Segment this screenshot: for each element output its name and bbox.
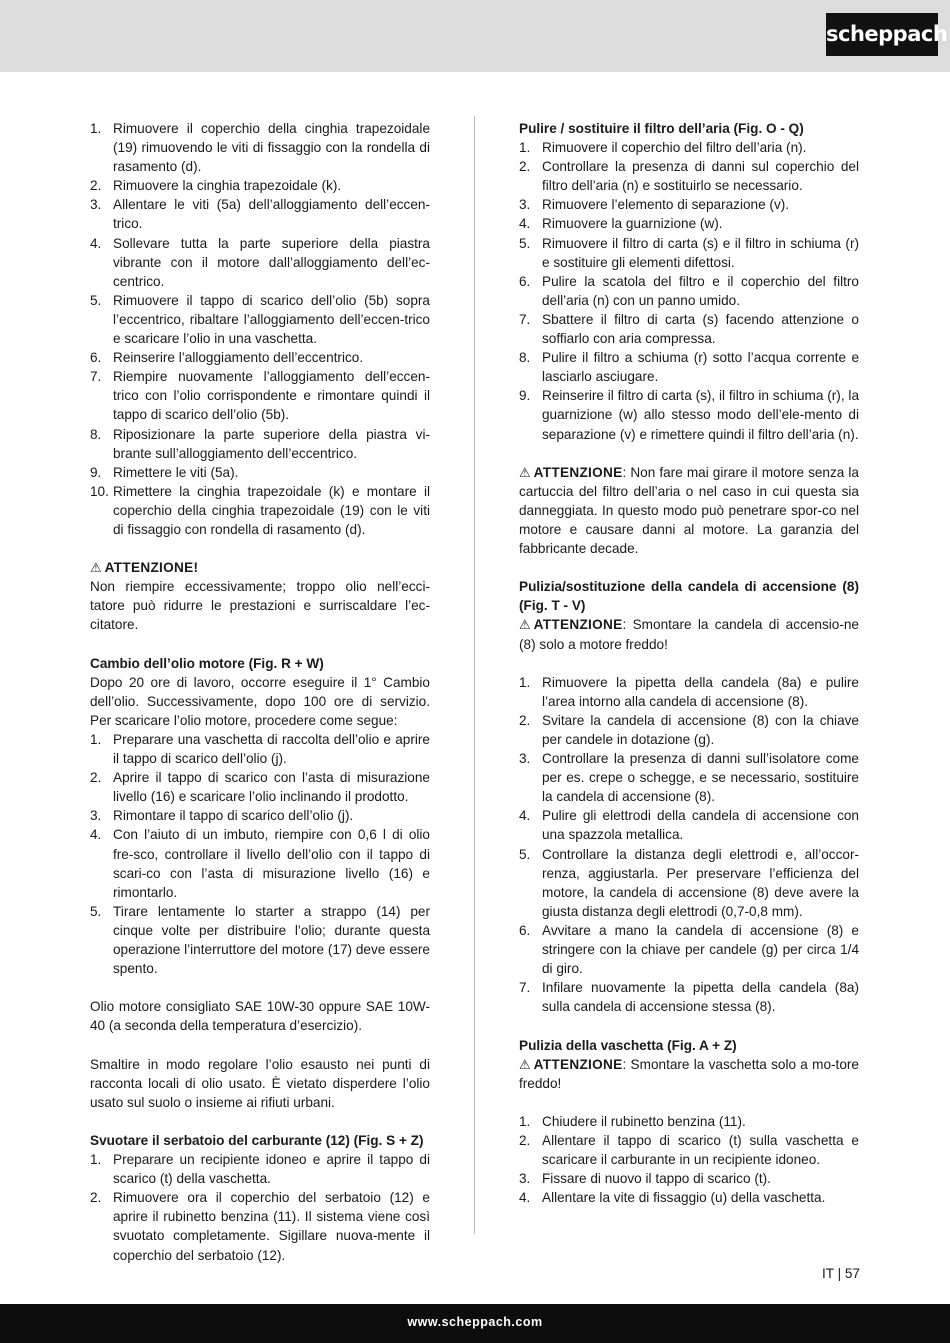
column-divider xyxy=(474,116,475,1234)
warning-icon: ⚠ xyxy=(90,560,102,576)
list-item-number: 2. xyxy=(90,1190,102,1206)
warning-heading: ⚠ ATTENZIONE! xyxy=(90,558,430,577)
oil-disposal: Smaltire in modo regolare l’olio esausto nei punti di racconta locali di olio usato. È vietato disperdere l’olio usato sul suolo o insieme ai rifiuti urbani. xyxy=(90,1056,430,1110)
list-item-number: 5. xyxy=(519,846,531,862)
list-item xyxy=(519,1169,859,1188)
website-url: www.scheppach.com xyxy=(407,1315,543,1329)
list-item-number: 5. xyxy=(90,292,102,308)
warning-icon: ⚠ xyxy=(519,617,531,633)
list-item-number: 4. xyxy=(519,216,531,232)
list-item xyxy=(519,348,859,386)
list-item-text: Pulire la scatola del filtro e il coperchio del filtro dell’aria (n) con un panno umido. xyxy=(542,273,859,308)
list-item xyxy=(90,1188,430,1264)
list-item xyxy=(519,711,859,749)
oil-change-heading: Cambio dell’olio motore (Fig. R + W) xyxy=(90,655,324,671)
list-item xyxy=(90,768,430,806)
list-item-number: 1. xyxy=(519,674,531,690)
list-item-text: Avvitare a mano la candela di accensione (8) e stringere con la chiave per candele (g) per circa 1/4 di giro. xyxy=(542,922,859,977)
warning-icon: ⚠ xyxy=(519,464,531,480)
oil-change-steps xyxy=(90,730,430,978)
list-item-text: Fissare di nuovo il tappo di scarico (t). xyxy=(542,1171,771,1187)
list-item xyxy=(519,138,859,157)
page-footer xyxy=(0,1304,950,1343)
bowl-cleaning-warning: ⚠ ATTENZIONE: Smontare la vaschetta solo a mo-tore freddo! xyxy=(519,1056,859,1091)
list-item xyxy=(90,463,430,482)
list-item xyxy=(90,291,430,348)
oil-change-intro: Dopo 20 ore di lavoro, occorre eseguire il 1° Cambio dell’olio. Successivamente, dopo 100 ore di servizio. Per scaricare l’olio motore, procedere come segue: xyxy=(90,674,430,728)
list-item-text: Aprire il tappo di scarico con l’asta di misurazione livello (16) e scaricare l’olio inclinando il prodotto. xyxy=(113,770,430,805)
list-item-number: 1. xyxy=(90,121,102,136)
warning-text: Non riempire eccessivamente; troppo olio nell’ecci-tatore può ridurre le prestazioni e surriscaldare l’ec-citatore. xyxy=(90,579,430,633)
list-item-number: 6. xyxy=(90,350,102,366)
list-item-number: 3. xyxy=(519,1171,531,1187)
list-item xyxy=(90,425,430,463)
list-item xyxy=(519,1188,859,1207)
list-item-number: 2. xyxy=(90,770,102,786)
list-item-text: Reinserire il filtro di carta (s), il filtro in schiuma (r), la guarnizione (w) allo stesso modo dell’ele-mento di separazione (v) e rimettere quindi il filtro dell’aria (n). xyxy=(542,388,859,442)
list-item xyxy=(519,195,859,214)
list-item xyxy=(90,195,430,233)
list-item xyxy=(519,806,859,844)
air-filter-steps xyxy=(519,138,859,444)
list-item-text: Chiudere il rubinetto benzina (11). xyxy=(542,1113,746,1129)
list-item xyxy=(90,825,430,901)
list-item-number: 5. xyxy=(519,235,531,251)
air-filter-heading: Pulire / sostituire il filtro dell’aria (Fig. O - Q) xyxy=(519,121,804,136)
list-item-number: 3. xyxy=(90,808,102,824)
page-number: IT | 57 xyxy=(821,1266,860,1281)
list-item-text: Rimuovere il filtro di carta (s) e il filtro in schiuma (r) e sostituire gli elementi difettosi. xyxy=(542,235,859,270)
scheppach-logo: scheppach xyxy=(826,13,938,56)
list-item-text: Rimuovere la pipetta della candela (8a) e pulire l’area intorno alla candela di accensione (8). xyxy=(542,674,859,709)
list-item-text: Allentare le viti (5a) dell’alloggiamento dell’eccen-trico. xyxy=(113,197,430,232)
list-item xyxy=(519,673,859,711)
list-item xyxy=(519,845,859,921)
list-item-text: Controllare la presenza di danni sull’isolatore come per es. crepe o schegge, e se necessario, sostituire la candela di accensione (8). xyxy=(542,751,859,805)
oil-recommendation: Olio motore consigliato SAE 10W-30 oppure SAE 10W-40 (a seconda della temperatura d’esercizio). xyxy=(90,999,430,1034)
list-item-text: Controllare la presenza di danni sul coperchio del filtro dell’aria (n) e sostituirlo se necessario. xyxy=(542,159,859,194)
list-item-number: 4. xyxy=(519,808,531,824)
air-filter-warning: ⚠ ATTENZIONE: Non fare mai girare il motore senza la cartuccia del filtro dell’aria o nel caso in cui questa sia danneggiata. In questo modo può penetrare spor-co nel motore e causare danni al motore. La garanzia del fabbricante decade. xyxy=(519,464,859,557)
list-item xyxy=(519,749,859,806)
list-item-number: 2. xyxy=(519,1132,531,1148)
fuel-tank-steps xyxy=(90,1150,430,1265)
list-item-number: 7. xyxy=(90,369,102,385)
list-item xyxy=(519,1131,859,1169)
list-item-number: 8. xyxy=(90,426,102,442)
list-item xyxy=(90,119,430,176)
list-item xyxy=(90,1150,430,1188)
list-item-text: Controllare la distanza degli elettrodi e, all’occor-renza, aggiustarla. Per preservare l’efficienza del motore, la candela di accensione (8) deve avere la giusta distanza degli elettrodi (0,7-0,8 mm). xyxy=(542,846,859,919)
eccentric-oil-steps xyxy=(90,119,430,539)
list-item-text: Rimuovere il coperchio del filtro dell’aria (n). xyxy=(542,140,807,156)
list-item xyxy=(90,806,430,825)
list-item-number: 3. xyxy=(519,751,531,767)
list-item xyxy=(519,978,859,1016)
spark-plug-warning: ⚠ ATTENZIONE: Smontare la candela di accensio-ne (8) solo a motore freddo! xyxy=(519,617,859,652)
list-item-text: Sollevare tutta la parte superiore della piastra vibrante con il motore dall’alloggiamento dell’ec-centrico. xyxy=(113,235,430,289)
list-item-text: Riempire nuovamente l’alloggiamento dell’eccen-trico con l’olio corrispondente e rimontare quindi il tappo di scarico dell’olio (5b). xyxy=(113,369,430,423)
left-column xyxy=(90,119,430,1265)
list-item-text: Rimettere la cinghia trapezoidale (k) e montare il coperchio della cinghia trapezoidale (19) con le viti di fissaggio con rondella di rasamento (d). xyxy=(113,483,430,537)
page-header xyxy=(0,0,950,72)
list-item-text: Svitare la candela di accensione (8) con la chiave per candele in dotazione (g). xyxy=(542,712,859,747)
list-item xyxy=(90,348,430,367)
list-item-text: Pulire gli elettrodi della candela di accensione con una spazzola metallica. xyxy=(542,808,859,843)
spark-plug-heading: Pulizia/sostituzione della candela di accensione (8) (Fig. T - V) xyxy=(519,579,859,614)
list-item-text: Rimuovere la guarnizione (w). xyxy=(542,216,723,232)
list-item-number: 6. xyxy=(519,922,531,938)
list-item-number: 1. xyxy=(90,732,102,747)
list-item xyxy=(519,386,859,443)
list-item-text: Rimuovere ora il coperchio del serbatoio (12) e aprire il rubinetto benzina (11). Il sistema viene così svuotato completamente. Sigillare nuova-mente il coperchio del serbatoio (12). xyxy=(113,1190,430,1263)
list-item-text: Rimuovere il tappo di scarico dell’olio (5b) sopra l’eccentrico, ribaltare l’alloggiamento dell’eccen-trico e scaricare l’olio in una vaschetta. xyxy=(113,292,430,347)
list-item xyxy=(90,176,430,195)
bowl-cleaning-steps xyxy=(519,1112,859,1207)
list-item-text: Reinserire l’alloggiamento dell’eccentrico. xyxy=(113,350,364,366)
list-item-number: 7. xyxy=(519,311,531,327)
list-item xyxy=(519,214,859,233)
list-item-number: 4. xyxy=(519,1190,531,1206)
list-item-number: 9. xyxy=(519,388,531,404)
list-item-number: 9. xyxy=(90,464,102,480)
list-item-text: Allentare il tappo di scarico (t) sulla vaschetta e scaricare il carburante in un recipiente idoneo. xyxy=(542,1132,859,1168)
list-item-number: 3. xyxy=(90,197,102,213)
fuel-tank-heading: Svuotare il serbatoio del carburante (12) (Fig. S + Z) xyxy=(90,1132,424,1148)
list-item-number: 2. xyxy=(519,712,531,728)
list-item-text: Rimontare il tappo di scarico dell’olio (j). xyxy=(113,808,354,824)
list-item-text: Rimuovere il coperchio della cinghia trapezoidale (19) rimuovendo le viti di fissaggio con la rondella di rasamento (d). xyxy=(113,121,430,175)
list-item xyxy=(519,310,859,348)
list-item-number: 3. xyxy=(519,197,531,213)
list-item xyxy=(519,234,859,272)
list-item xyxy=(519,1112,859,1131)
warning-icon: ⚠ xyxy=(519,1056,531,1072)
list-item-number: 1. xyxy=(519,1113,531,1129)
list-item-number: 4. xyxy=(90,827,102,843)
list-item-text: Infilare nuovamente la pipetta della candela (8a) sulla candela di accensione stessa (8). xyxy=(542,980,859,1015)
spark-plug-steps xyxy=(519,673,859,1017)
list-item xyxy=(519,921,859,978)
list-item-number: 5. xyxy=(90,903,102,919)
list-item xyxy=(90,234,430,291)
list-item-number: 1. xyxy=(519,140,531,156)
list-item-number: 8. xyxy=(519,350,531,366)
list-item-number: 1. xyxy=(90,1152,102,1168)
list-item-text: Preparare una vaschetta di raccolta dell’olio e aprire il tappo di scarico dell’olio (j). xyxy=(113,732,430,767)
list-item-number: 2. xyxy=(519,159,531,175)
list-item-number: 2. xyxy=(90,178,102,194)
list-item-text: Rimuovere l’elemento di separazione (v). xyxy=(542,197,790,213)
list-item xyxy=(90,902,430,978)
list-item-text: Pulire il filtro a schiuma (r) sotto l’acqua corrente e lasciarlo asciugare. xyxy=(542,350,859,385)
list-item-number: 6. xyxy=(519,273,531,289)
list-item-number: 7. xyxy=(519,980,531,996)
list-item xyxy=(90,367,430,424)
bowl-cleaning-heading: Pulizia della vaschetta (Fig. A + Z) xyxy=(519,1037,737,1053)
list-item-text: Rimettere le viti (5a). xyxy=(113,464,239,480)
list-item xyxy=(90,730,430,768)
list-item-number: 4. xyxy=(90,235,102,251)
list-item-text: Riposizionare la parte superiore della piastra vi-brante sull’alloggiamento dell’eccentrico. xyxy=(113,426,430,461)
list-item-text: Allentare la vite di fissaggio (u) della vaschetta. xyxy=(542,1190,826,1206)
list-item-text: Preparare un recipiente idoneo e aprire il tappo di scarico (t) della vaschetta. xyxy=(113,1152,430,1187)
list-item xyxy=(519,157,859,195)
list-item xyxy=(519,272,859,310)
right-column xyxy=(519,119,859,1207)
list-item xyxy=(90,482,430,539)
list-item-text: Rimuovere la cinghia trapezoidale (k). xyxy=(113,178,342,194)
list-item-text: Tirare lentamente lo starter a strappo (14) per cinque volte per distribuire l’olio; durante questa operazione l’interruttore del motore (17) deve essere spento. xyxy=(113,903,430,977)
list-item-number: 10. xyxy=(90,483,109,499)
list-item-text: Con l’aiuto di un imbuto, riempire con 0,6 l di olio fre-sco, controllare il livello dell’olio con il tappo di scari-co con l’asta di misurazione livello (16) e rimontarlo. xyxy=(113,827,430,900)
list-item-text: Sbattere il filtro di carta (s) facendo attenzione o soffiarlo con aria compressa. xyxy=(542,311,859,347)
